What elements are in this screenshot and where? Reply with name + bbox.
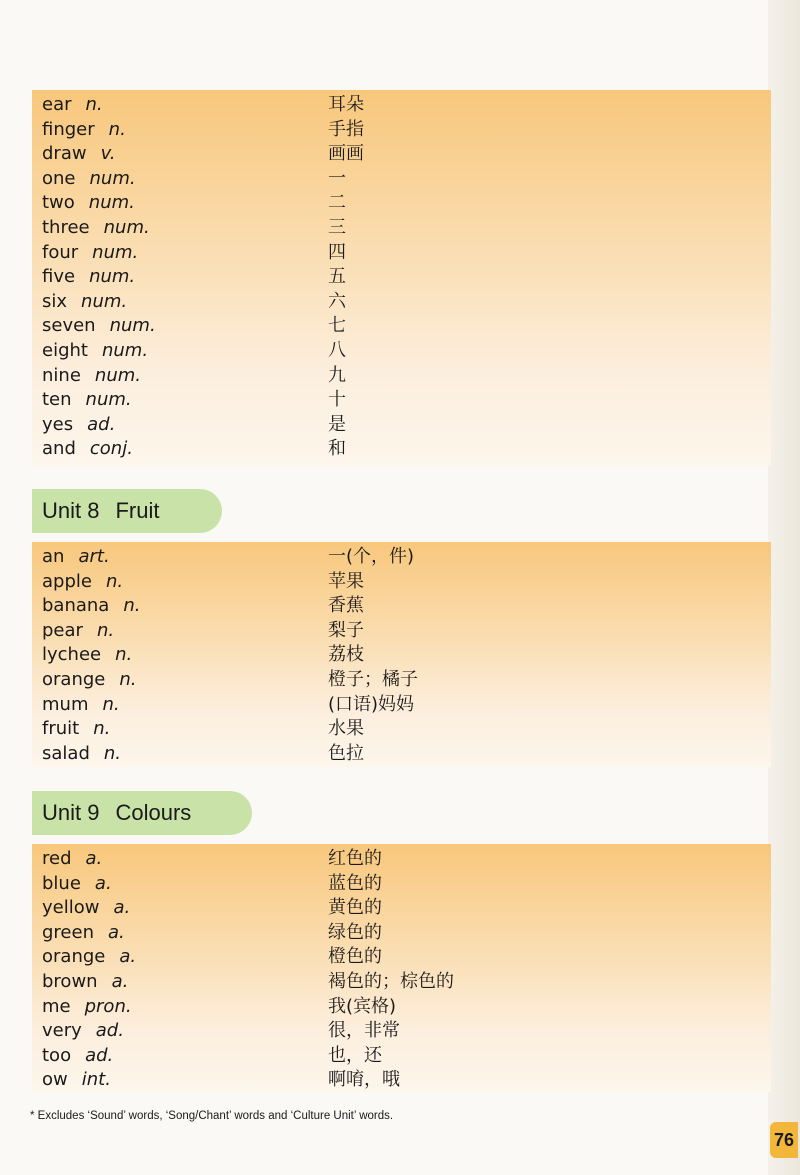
english-word: fruit (42, 718, 80, 740)
chinese-meaning: 六 (328, 290, 346, 312)
vocab-row (42, 995, 771, 1020)
chinese-meaning: 也，还 (328, 1044, 382, 1066)
part-of-speech: num. (85, 389, 132, 411)
vocab-row (42, 668, 771, 693)
english-word: mum (42, 693, 89, 715)
english-word-group (42, 241, 138, 266)
chinese-meaning: 蓝色的 (328, 872, 382, 894)
english-word: me (42, 995, 71, 1017)
english-word: ear (42, 94, 72, 115)
english-word: an (42, 546, 65, 567)
chinese-meaning: 画画 (328, 143, 364, 165)
vocab-row (42, 314, 771, 339)
chinese-meaning: 五 (328, 266, 346, 288)
chinese-meaning: 色拉 (328, 742, 364, 764)
unit-number: Unit 8 (42, 498, 100, 523)
vocab-row (42, 93, 771, 118)
chinese-meaning: 手指 (328, 118, 364, 140)
part-of-speech: a. (113, 897, 131, 919)
english-word-group (42, 995, 132, 1020)
chinese-meaning: 二 (328, 192, 346, 214)
english-word: very (42, 1020, 82, 1042)
english-word: orange (42, 946, 106, 968)
part-of-speech: num. (81, 290, 128, 312)
english-word-group (42, 545, 110, 570)
unit-9-word-list (32, 844, 771, 1092)
chinese-meaning: 水果 (328, 718, 364, 740)
english-word-group (42, 191, 135, 216)
vocab-row (42, 872, 771, 897)
word-list-continued (32, 90, 771, 465)
part-of-speech: a. (94, 872, 112, 894)
english-word-group (42, 921, 125, 946)
english-word-group (42, 216, 150, 241)
english-word-group (42, 364, 141, 389)
english-word: and (42, 438, 76, 460)
english-word: too (42, 1044, 72, 1066)
chinese-meaning: 七 (328, 315, 346, 337)
vocab-row (42, 191, 771, 216)
vocab-row (42, 896, 771, 921)
part-of-speech: num. (94, 364, 141, 386)
english-word-group (42, 896, 130, 921)
vocab-row (42, 693, 771, 718)
chinese-meaning: 三 (328, 216, 346, 238)
unit-title: Colours (115, 800, 192, 825)
english-word: banana (42, 595, 110, 617)
chinese-meaning: 荔枝 (328, 644, 364, 666)
unit-9-heading (32, 791, 252, 835)
unit-title: Fruit (115, 498, 160, 523)
part-of-speech: pron. (84, 995, 132, 1017)
english-word-group (42, 717, 110, 742)
vocab-row (42, 570, 771, 595)
english-word-group (42, 1019, 124, 1044)
chinese-meaning: 九 (328, 364, 346, 386)
chinese-meaning: 是 (328, 413, 346, 435)
part-of-speech: a. (119, 946, 137, 968)
vocab-row (42, 142, 771, 167)
part-of-speech: art. (78, 546, 110, 567)
chinese-meaning: 我(宾格) (328, 995, 397, 1017)
english-word: red (42, 848, 72, 869)
english-word-group (42, 1068, 111, 1093)
word-rows (42, 545, 771, 766)
part-of-speech: num. (103, 216, 150, 238)
english-word: apple (42, 570, 92, 592)
english-word: blue (42, 872, 81, 894)
english-word-group (42, 970, 128, 995)
vocab-row (42, 364, 771, 389)
chinese-meaning: 梨子 (328, 619, 364, 641)
chinese-meaning: 八 (328, 339, 346, 361)
part-of-speech: num. (88, 192, 135, 214)
vocab-row (42, 970, 771, 995)
chinese-meaning: 绿色的 (328, 921, 382, 943)
english-word-group (42, 693, 120, 718)
part-of-speech: num. (109, 315, 156, 337)
vocab-row (42, 1019, 771, 1044)
english-word: ten (42, 389, 72, 411)
vocab-row (42, 437, 771, 462)
english-word-group (42, 413, 115, 438)
english-word: finger (42, 118, 95, 140)
part-of-speech: num. (89, 167, 136, 189)
vocab-row (42, 167, 771, 192)
english-word-group (42, 388, 132, 413)
part-of-speech: n. (93, 718, 111, 740)
vocab-row (42, 945, 771, 970)
chinese-meaning: 黄色的 (328, 897, 382, 919)
page-number: 76 (770, 1122, 798, 1158)
english-word: eight (42, 339, 88, 361)
english-word-group (42, 742, 121, 767)
unit-8-heading (32, 489, 222, 533)
english-word-group (42, 594, 140, 619)
part-of-speech: num. (92, 241, 139, 263)
part-of-speech: conj. (89, 438, 133, 460)
part-of-speech: n. (115, 644, 133, 666)
vocab-row (42, 847, 771, 872)
english-word: pear (42, 619, 83, 641)
part-of-speech: n. (108, 118, 126, 140)
english-word: three (42, 216, 90, 238)
part-of-speech: a. (111, 970, 129, 992)
vocab-row (42, 545, 771, 570)
english-word-group (42, 93, 103, 118)
part-of-speech: n. (119, 668, 137, 690)
english-word-group (42, 265, 135, 290)
english-word: four (42, 241, 79, 263)
english-word-group (42, 619, 114, 644)
chinese-meaning: 一(个，件) (328, 546, 415, 567)
english-word-group (42, 339, 148, 364)
chinese-meaning: 啊唷，哦 (328, 1069, 400, 1091)
part-of-speech: a. (108, 921, 125, 943)
english-word: yellow (42, 897, 100, 919)
english-word: six (42, 290, 68, 312)
vocab-row (42, 717, 771, 742)
english-word: salad (42, 742, 90, 764)
english-word: one (42, 167, 76, 189)
english-word-group (42, 1044, 113, 1069)
vocab-row (42, 1044, 771, 1069)
vocab-row (42, 619, 771, 644)
english-word-group (42, 872, 112, 897)
part-of-speech: num. (101, 339, 149, 361)
english-word-group (42, 314, 156, 339)
english-word: brown (42, 970, 98, 992)
english-word-group (42, 945, 136, 970)
part-of-speech: v. (100, 143, 116, 165)
english-word-group (42, 437, 133, 462)
footnote: * Excludes ‘Sound’ words, ‘Song/Chant’ words and ‘Culture Unit’ words. (30, 1110, 394, 1122)
chinese-meaning: 橙子；橘子 (328, 668, 418, 690)
chinese-meaning: 苹果 (328, 570, 364, 592)
english-word-group (42, 570, 123, 595)
chinese-meaning: (口语)妈妈 (328, 693, 415, 715)
part-of-speech: ad. (87, 413, 116, 435)
part-of-speech: n. (105, 570, 124, 592)
english-word: two (42, 192, 75, 214)
word-rows (42, 93, 771, 462)
vocab-row (42, 118, 771, 143)
english-word-group (42, 668, 137, 693)
vocab-row (42, 290, 771, 315)
english-word: ow (42, 1069, 68, 1091)
vocab-row (42, 921, 771, 946)
unit-number: Unit 9 (42, 800, 100, 825)
english-word: five (42, 266, 76, 288)
english-word: seven (42, 315, 96, 337)
part-of-speech: a. (85, 848, 103, 869)
chinese-meaning: 褐色的；棕色的 (328, 970, 454, 992)
english-word-group (42, 643, 132, 668)
part-of-speech: n. (123, 595, 141, 617)
vocab-row (42, 594, 771, 619)
part-of-speech: n. (103, 742, 122, 764)
english-word: draw (42, 143, 87, 165)
vocab-row (42, 1068, 771, 1093)
chinese-meaning: 耳朵 (328, 94, 364, 115)
chinese-meaning: 和 (328, 438, 346, 460)
english-word-group (42, 142, 115, 167)
vocab-row (42, 413, 771, 438)
vocab-row (42, 643, 771, 668)
chinese-meaning: 香蕉 (328, 595, 364, 617)
english-word: nine (42, 364, 81, 386)
part-of-speech: num. (89, 266, 136, 288)
vocab-row (42, 265, 771, 290)
vocab-row (42, 339, 771, 364)
page-edge (768, 0, 800, 1175)
part-of-speech: ad. (85, 1044, 114, 1066)
chinese-meaning: 很，非常 (328, 1020, 400, 1042)
english-word-group (42, 167, 136, 192)
vocab-row (42, 742, 771, 767)
chinese-meaning: 红色的 (328, 848, 382, 869)
chinese-meaning: 橙色的 (328, 946, 382, 968)
part-of-speech: n. (102, 693, 120, 715)
part-of-speech: n. (96, 619, 115, 641)
chinese-meaning: 十 (328, 389, 346, 411)
part-of-speech: n. (85, 94, 103, 115)
vocab-row (42, 388, 771, 413)
english-word: lychee (42, 644, 102, 666)
unit-8-word-list (32, 542, 771, 767)
vocab-row (42, 241, 771, 266)
part-of-speech: int. (81, 1069, 111, 1091)
part-of-speech: ad. (95, 1020, 124, 1042)
chinese-meaning: 四 (328, 241, 346, 263)
english-word-group (42, 847, 102, 872)
vocab-row (42, 216, 771, 241)
english-word-group (42, 290, 127, 315)
english-word: yes (42, 413, 74, 435)
word-rows (42, 847, 771, 1093)
english-word: orange (42, 668, 106, 690)
english-word-group (42, 118, 126, 143)
chinese-meaning: 一 (328, 167, 346, 189)
english-word: green (42, 921, 94, 943)
